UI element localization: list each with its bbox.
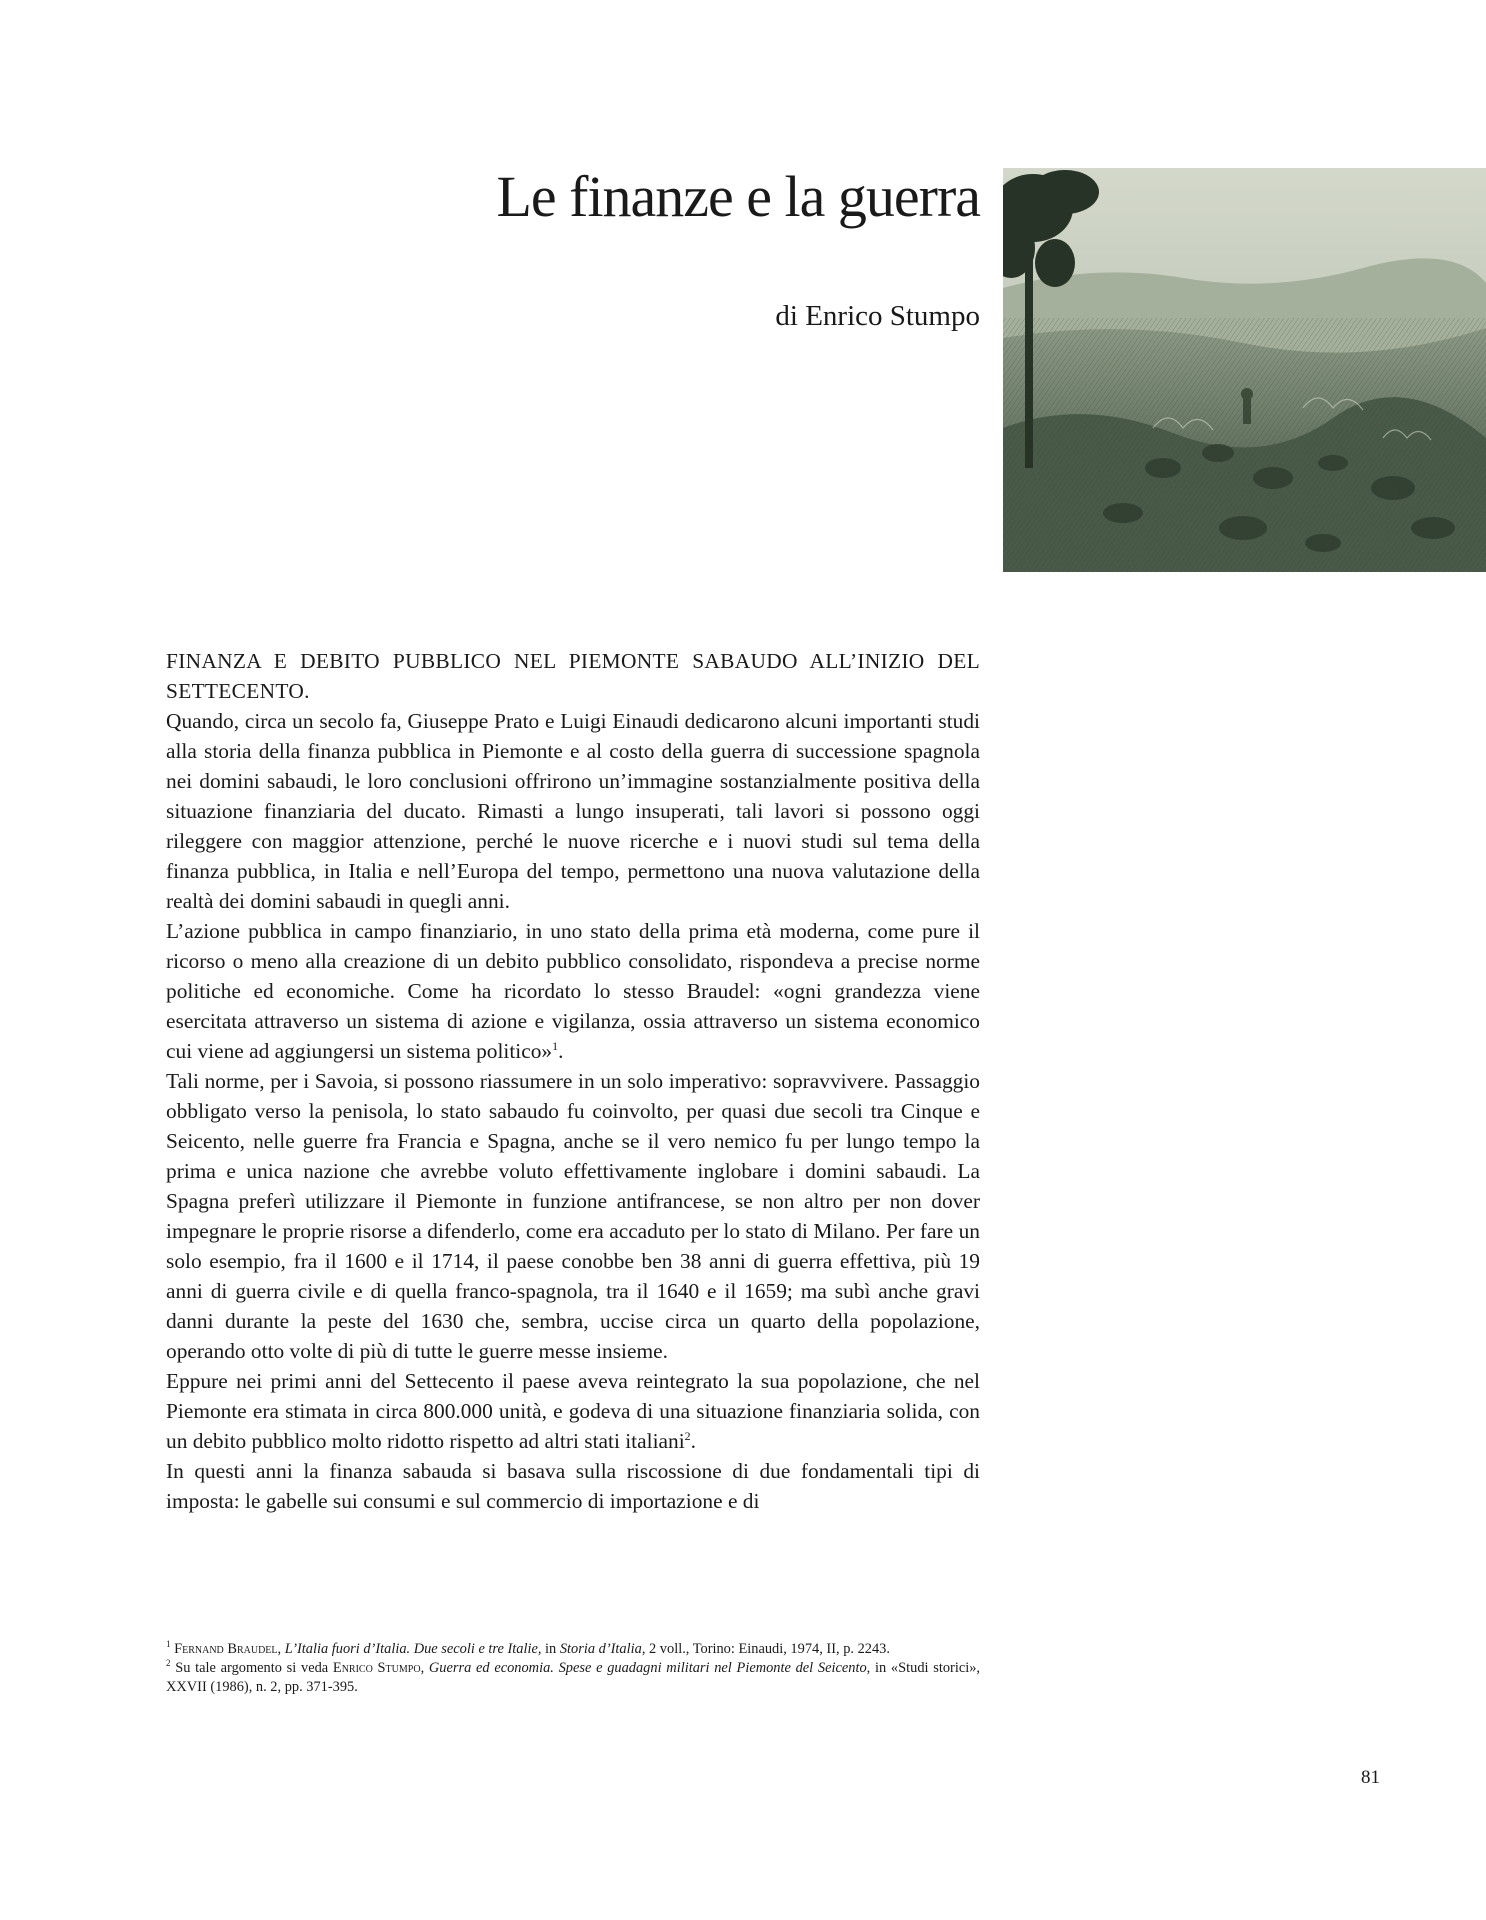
paragraph-4	[166, 1366, 980, 1456]
footnote-2-number: 2	[166, 1658, 171, 1669]
paragraph-2	[166, 916, 980, 1066]
footnote-1-work: Storia d’Italia	[559, 1641, 642, 1657]
paragraph-4-end: .	[690, 1429, 696, 1453]
paragraph-4-text: Eppure nei primi anni del Settecento il paese aveva reintegrato la sua popolazione, che nel Piemonte era stimata in circa 800.000 unità, e godeva di una situazione finanziaria solida, con un debito pubblico molto ridotto rispetto ad altri stati italiani	[166, 1369, 980, 1453]
author-byline: di Enrico Stumpo	[775, 300, 980, 332]
footnote-1: $^1$ Fernand Braudel, L’Italia fuori d’Italia. Due secoli e tre Italie, in Storia d’Italia, 2 voll., Torino: Einaudi, 1974, II, p. 2243.	[166, 1639, 890, 1657]
footnotes	[166, 1640, 980, 1697]
footnote-2-details: , in «Studi storici», XXVII (1986), n. 2, pp. 371-395.	[166, 1660, 981, 1695]
paragraph-5: In questi anni la finanza sabauda si basava sulla riscossione di due fondamentali tipi di imposta: le gabelle sui consumi e sul commercio di importazione e di	[166, 1459, 980, 1513]
paragraph-1-text: Quando, circa un secolo fa, Giuseppe Prato e Luigi Einaudi dedicarono alcuni importanti studi alla storia della finanza pubblica in Piemonte e al costo della guerra di successione spagnola nei domini sabaudi, le loro conclusioni offrirono un’immagine sostanzialmente positiva della situazione finanziaria del ducato. Rimasti a lungo insuperati, tali lavori si possono oggi rileggere con maggior attenzione, perché le nuove ricerche e i nuovi studi sul tema della finanza pubblica, in Italia e nell’Europa del tempo, permettono una nuova valutazione della realtà dei domini sabaudi in quegli anni.	[166, 709, 980, 913]
footnote-ref-1[interactable]: 1	[552, 1038, 559, 1053]
paragraph-2-end: .	[558, 1039, 564, 1063]
footnote-1-in: , in	[537, 1641, 560, 1657]
footnote-2-author: Enrico Stumpo	[332, 1660, 421, 1676]
page-number: 81	[1361, 1767, 1380, 1788]
paragraph-1	[166, 646, 980, 916]
battle-engraving-image	[1003, 168, 1486, 572]
footnote-1-title: L’Italia fuori d’Italia. Due secoli e tre Italie	[284, 1641, 538, 1657]
engraving-drawing	[1003, 168, 1486, 572]
footnote-1-number: 1	[166, 1639, 171, 1650]
page-title: Le finanze e la guerra	[496, 164, 980, 229]
article-body	[166, 646, 980, 1516]
footnote-2-lead: Su tale argomento si veda	[175, 1660, 333, 1676]
footnote-1-author: Fernand Braudel	[174, 1641, 278, 1657]
paragraph-3: Tali norme, per i Savoia, si possono riassumere in un solo imperativo: sopravvivere. Passaggio obbligato verso la penisola, lo stato sabaudo fu coinvolto, per quasi due secoli tra Cinque e Seicento, nelle guerre fra Francia e Spagna, anche se il vero nemico fu per lungo tempo la prima e unica nazione che avrebbe voluto effettivamente inglobare i domini sabaudi. La Spagna preferì utilizzare il Piemonte in funzione antifrancese, se non altro per non dover impegnare le proprie risorse a difenderlo, come era accaduto per lo stato di Milano. Per fare un solo esempio, fra il 1600 e il 1714, il paese conobbe ben 38 anni di guerra effettiva, più 19 anni di guerra civile e di quella franco-spagnola, tra il 1640 e il 1659; ma subì anche gravi danni durante la peste del 1630 che, sembra, uccise circa un quarto della popolazione, operando otto volte di più di tutte le guerre messe insieme.	[166, 1069, 980, 1363]
footnote-2-title: Guerra ed economia. Spese e guadagni militari nel Piemonte del Seicento	[428, 1660, 867, 1676]
footnote-1-details: , 2 voll., Torino: Einaudi, 1974, II, p. 2243.	[641, 1641, 890, 1657]
section-heading: FINANZA E DEBITO PUBBLICO NEL PIEMONTE SABAUDO ALL’INIZIO DEL SETTECENTO.	[166, 649, 980, 703]
paragraph-2-text: L’azione pubblica in campo finanziario, in uno stato della prima età moderna, come pure il ricorso o meno alla creazione di un debito pubblico consolidato, rispondeva a precise norme politiche ed economiche. Come ha ricordato lo stesso Braudel: «ogni grandezza viene esercitata attraverso un sistema di azione e vigilanza, ossia attraverso un sistema economico cui viene ad aggiungersi un sistema politico»	[166, 919, 980, 1063]
footnote-ref-2[interactable]: 2	[684, 1428, 691, 1443]
footnote-2-sep: ,	[420, 1660, 429, 1676]
footnote-2	[166, 1659, 980, 1697]
